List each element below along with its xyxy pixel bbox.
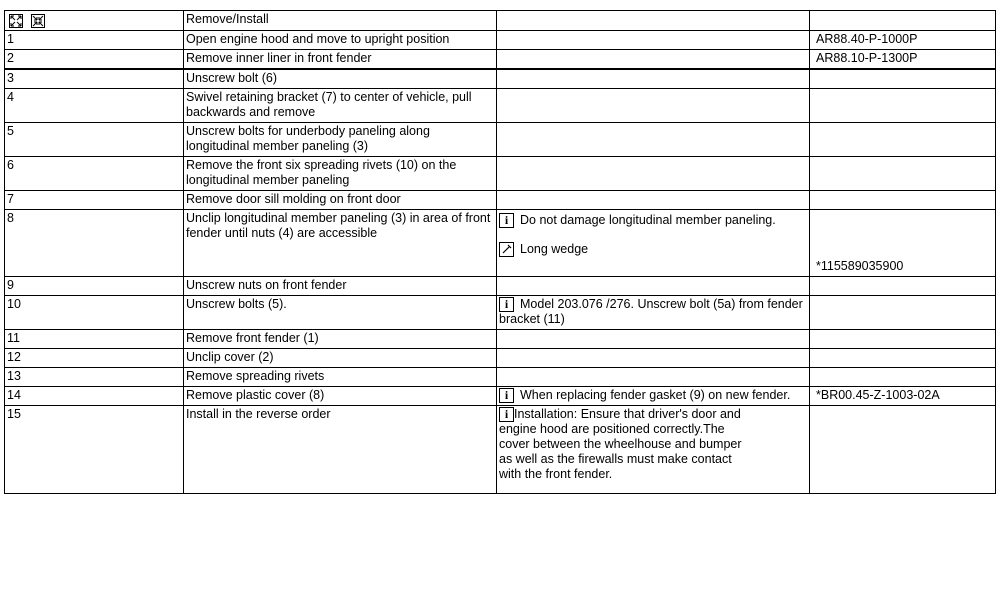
expand-icon[interactable] bbox=[9, 14, 23, 28]
table-row bbox=[5, 406, 996, 494]
table-row bbox=[5, 157, 996, 191]
step-text: Remove door sill molding on front door bbox=[184, 191, 497, 210]
install-note-line: Installation: Ensure that driver's door and bbox=[514, 407, 741, 421]
info-icon[interactable]: i bbox=[499, 407, 514, 422]
step-text: Swivel retaining bracket (7) to center of vehicle, pull backwards and remove bbox=[184, 89, 497, 123]
step-note-cell bbox=[497, 296, 810, 330]
step-reference-link[interactable]: AR88.40-P-1000P bbox=[816, 32, 918, 46]
step-number: 9 bbox=[5, 277, 184, 296]
step-number: 1 bbox=[5, 31, 184, 50]
table-row bbox=[5, 191, 996, 210]
step-reference-link[interactable]: *BR00.45-Z-1003-02A bbox=[816, 388, 940, 402]
step-number: 4 bbox=[5, 89, 184, 123]
table-row bbox=[5, 277, 996, 296]
step-text: Remove inner liner in front fender bbox=[184, 50, 497, 70]
install-note-line: as well as the firewalls must make contact bbox=[499, 452, 732, 466]
step-number: 11 bbox=[5, 330, 184, 349]
step-text: Unscrew bolt (6) bbox=[184, 69, 497, 89]
step-number: 5 bbox=[5, 123, 184, 157]
tool-icon[interactable] bbox=[499, 242, 514, 257]
step-text: Unscrew nuts on front fender bbox=[184, 277, 497, 296]
info-icon[interactable]: i bbox=[499, 388, 514, 403]
step-note: When replacing fender gasket (9) on new fender. bbox=[520, 388, 791, 402]
table-row bbox=[5, 368, 996, 387]
step-text: Unscrew bolts (5). bbox=[184, 296, 497, 330]
table-row bbox=[5, 89, 996, 123]
step-number: 2 bbox=[5, 50, 184, 70]
step-text: Unclip longitudinal member paneling (3) in area of front fender until nuts (4) are accessible bbox=[184, 210, 497, 277]
step-text: Unscrew bolts for underbody paneling along longitudinal member paneling (3) bbox=[184, 123, 497, 157]
step-reference-link[interactable]: AR88.10-P-1300P bbox=[816, 51, 918, 65]
header-row bbox=[5, 11, 996, 31]
step-note: Do not damage longitudinal member paneling. bbox=[520, 213, 776, 227]
install-note-line: cover between the wheelhouse and bumper bbox=[499, 437, 742, 451]
table-row bbox=[5, 296, 996, 330]
step-tool: Long wedge bbox=[520, 242, 589, 256]
step-text: Unclip cover (2) bbox=[184, 349, 497, 368]
step-text: Install in the reverse order bbox=[184, 406, 497, 494]
table-row bbox=[5, 69, 996, 89]
collapse-icon[interactable] bbox=[31, 14, 45, 28]
table-row bbox=[5, 349, 996, 368]
info-icon[interactable]: i bbox=[499, 213, 514, 228]
step-number: 6 bbox=[5, 157, 184, 191]
install-note-line: with the front fender. bbox=[499, 467, 613, 481]
install-note-line: engine hood are positioned correctly.The bbox=[499, 422, 725, 436]
step-number: 7 bbox=[5, 191, 184, 210]
step-reference-link[interactable]: *115589035900 bbox=[816, 259, 904, 273]
header-title: Remove/Install bbox=[184, 11, 497, 31]
step-number: 3 bbox=[5, 69, 184, 89]
step-text: Remove spreading rivets bbox=[184, 368, 497, 387]
step-number: 15 bbox=[5, 406, 184, 494]
table-row bbox=[5, 31, 996, 50]
table-row bbox=[5, 123, 996, 157]
step-note-cell bbox=[497, 406, 810, 494]
table-row bbox=[5, 50, 996, 70]
step-text: Open engine hood and move to upright position bbox=[184, 31, 497, 50]
step-number: 14 bbox=[5, 387, 184, 406]
step-note-cell bbox=[497, 387, 810, 406]
step-number: 10 bbox=[5, 296, 184, 330]
step-text: Remove the front six spreading rivets (10) on the longitudinal member paneling bbox=[184, 157, 497, 191]
step-number: 13 bbox=[5, 368, 184, 387]
table-row bbox=[5, 330, 996, 349]
table-row bbox=[5, 387, 996, 406]
step-number: 12 bbox=[5, 349, 184, 368]
step-number: 8 bbox=[5, 210, 184, 277]
table-row bbox=[5, 210, 996, 277]
step-note-cell bbox=[497, 210, 810, 277]
procedure-table bbox=[4, 10, 996, 494]
step-note: Model 203.076 /276. Unscrew bolt (5a) from fender bracket (11) bbox=[499, 297, 803, 326]
header-icons-cell bbox=[5, 11, 184, 31]
step-text: Remove plastic cover (8) bbox=[184, 387, 497, 406]
info-icon[interactable]: i bbox=[499, 297, 514, 312]
step-text: Remove front fender (1) bbox=[184, 330, 497, 349]
